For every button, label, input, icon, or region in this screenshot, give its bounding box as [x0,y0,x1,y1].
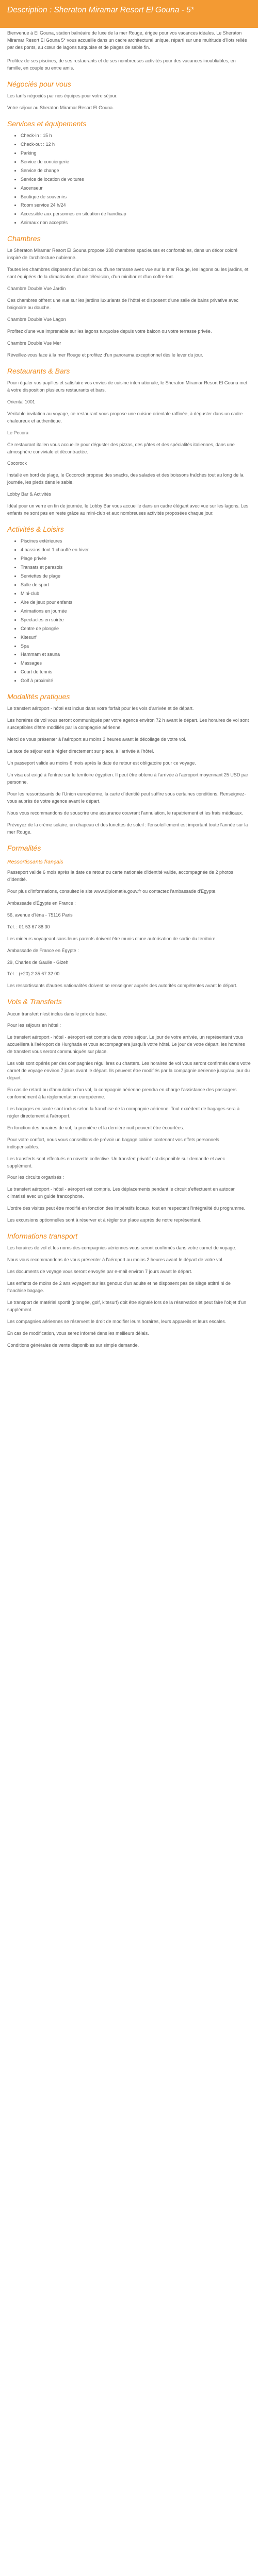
section-paragraph: Les compagnies aériennes se réservent le droit de modifier leurs horaires, leurs appareils et leurs escales. [7,1318,227,1324]
list-item: • Piscines extérieures [21,538,251,545]
section-title: Restaurants & Bars [7,366,70,375]
section-paragraph: Pour votre confort, nous vous conseillons de prévoir un bagage cabine contenant vos effets personnels indispensables. [7,1137,219,1149]
section-paragraph: Réveillez-vous face à la mer Rouge et profitez d'un panorama exceptionnel dès le lever du jour. [7,352,203,358]
section-paragraph: Les tarifs négociés par nos équipes pour votre séjour. [7,93,118,98]
section-paragraph: Ces chambres offrent une vue sur les jardins luxuriants de l'hôtel et disposent d'une salle de bains privative avec baignoire ou douche. [7,298,239,311]
page-title: Description : Sheraton Miramar Resort El Gouna - 5* [7,6,194,14]
section-paragraph: Les mineurs voyageant sans leurs parents doivent être munis d'une autorisation de sortie du territoire. [7,936,217,941]
list-item: • Centre de plongée [21,625,251,633]
list-item: • Plage privée [21,555,251,563]
section-title: Activités & Loisirs [7,525,64,534]
list-item: • Kitesurf [21,634,251,641]
section-paragraph: Pour régaler vos papilles et satisfaire vos envies de cuisine internationale, le Sheraton Miramar Resort El Gouna met à votre disposition plusieurs restaurants et bars. [7,380,248,393]
section-paragraph: Les enfants de moins de 2 ans voyagent sur les genoux d'un adulte et ne disposent pas de siège attitré ni de franchise bagage. [7,1281,231,1294]
section-paragraph: 29, Charles de Gaulle - Gizeh [7,959,69,965]
section-paragraph: Pour plus d'informations, consultez le site www.diplomatie.gouv.fr ou contactez l'ambassade d'Égypte. [7,888,217,894]
list-item: • Ascenseur [21,185,251,192]
section-paragraph: L'ordre des visites peut être modifié en fonction des impératifs locaux, tout en respectant l'intégralité du programme. [7,1206,246,1211]
section-title: Formalités [7,843,41,852]
section-paragraph: En fonction des horaires de vol, la première et la dernière nuit peuvent être écourtées. [7,1125,184,1130]
section-paragraph: Nous vous recommandons de vous présenter à l'aéroport au moins 2 heures avant le départ de votre vol. [7,1257,223,1263]
section-paragraph: 56, avenue d'Iéna - 75116 Paris [7,912,73,918]
section-paragraph: Nous vous recommandons de souscrire une assurance couvrant l'annulation, le rapatriement et les frais médicaux. [7,810,243,816]
section-paragraph: Idéal pour un verre en fin de journée, le Lobby Bar vous accueille dans un cadre élégant avec vue sur les lagons. Les enfants ne sont pas en reste grâce au mini-club et aux nombreuses activités proposées chaque jour. [7,503,249,516]
list-item: • Golf à proximité [21,677,251,685]
list-item: • Service de change [21,167,251,175]
section-paragraph: Les transferts sont effectués en navette collective. Un transfert privatif est disponible sur demande et avec supplément. [7,1156,225,1168]
list-item: • Hammam et sauna [21,651,251,658]
list-item: • Transats et parasols [21,564,251,571]
section-paragraph: Les bagages en soute sont inclus selon la franchise de la compagnie aérienne. Tout excédent de bagages sera à régler directement à l'aéroport. [7,1106,240,1118]
list-item: • Animations en journée [21,608,251,615]
section-paragraph: Lobby Bar & Activités [7,492,52,497]
list-item: • Boutique de souvenirs [21,194,251,201]
list-item: • Accessible aux personnes en situation de handicap [21,211,251,218]
section-paragraph: Toutes les chambres disposent d'un balcon ou d'une terrasse avec vue sur la mer Rouge, les lagons ou les jardins, et sont équipées de la climatisation, d'une télévision, d'un minibar et d'un coffre-fort. [7,267,249,280]
list-item: • Spa [21,643,251,650]
section-paragraph: Les vols sont opérés par des compagnies régulières ou charters. Les horaires de vol vous seront confirmés dans votre carnet de voyage environ 7 jours avant le départ. Ils peuvent être modifiés par la compagnie aérienne jusqu'au jour du départ. [7,1061,251,1081]
list-item: • Room service 24 h/24 [21,202,251,209]
section-paragraph: Ambassade de France en Égypte : [7,947,79,953]
section-paragraph: Les ressortissants d'autres nationalités doivent se renseigner auprès des autorités compétentes avant le départ. [7,983,237,989]
section-paragraph: Véritable invitation au voyage, ce restaurant vous propose une cuisine orientale raffinée, à déguster dans un cadre chaleureux et authentique. [7,411,243,423]
section-paragraph: Pour les ressortissants de l'Union européenne, la carte d'identité peut suffire sous certaines conditions. Renseignez-vous auprès de votre agence avant le départ. [7,791,246,804]
section-paragraph: Pour les séjours en hôtel : [7,1023,61,1028]
section-title: Informations transport [7,1232,78,1241]
intro-paragraph: Profitez de ses piscines, de ses restaurants et de ses nombreuses activités pour des vacances inoubliables, en famille, en couple ou entre amis. [7,58,236,71]
section-title: Chambres [7,234,41,243]
list-item: • Service de conciergerie [21,159,251,166]
section-paragraph: En cas de retard ou d'annulation d'un vol, la compagnie aérienne prendra en charge l'assistance des passagers conformément à la réglementation européenne. [7,1087,237,1099]
section-paragraph: Le transfert aéroport - hôtel - aéroport est compris dans votre séjour. Le jour de votre arrivée, un représentant vous accueillera à l'aéroport de Hurghada et vous accompagnera jusqu'à votre hôtel. Le jour de votre départ, les horaires de transfert vous seront communiqués sur place. [7,1035,245,1055]
section-paragraph: Le transfert aéroport - hôtel est inclus dans votre forfait pour les vols d'arrivée et de départ. [7,706,194,711]
section-paragraph: Chambre Double Vue Jardin [7,286,66,292]
section-paragraph: Chambre Double Vue Lagon [7,317,66,322]
section-paragraph: Cocorock [7,461,27,466]
services-list [7,132,251,227]
section-paragraph: En cas de modification, vous serez informé dans les meilleurs délais. [7,1330,149,1336]
activities-list [7,538,251,685]
section-paragraph: Les horaires de vol et les noms des compagnies aériennes vous seront confirmés dans votre carnet de voyage. [7,1245,236,1251]
list-item: • Animaux non acceptés [21,219,251,227]
section-paragraph: Votre séjour au Sheraton Miramar Resort El Gouna. [7,105,114,110]
section-subtitle: Ressortissants français [7,858,63,865]
main-content [0,28,258,1364]
list-item: • Parking [21,150,251,157]
list-item: • Service de location de voitures [21,176,251,183]
section-paragraph: Tél. : 01 53 67 88 30 [7,924,50,929]
section-paragraph: Ce restaurant italien vous accueille pour déguster des pizzas, des pâtes et des spécialités italiennes, dans une atmosphère conviviale et décontractée. [7,442,235,454]
section-title: Modalités pratiques [7,692,70,701]
section-title: Services et équipements [7,119,87,128]
section-paragraph: Un passeport valide au moins 6 mois après la date de retour est obligatoire pour ce voyage. [7,760,196,766]
list-item: • Massages [21,660,251,667]
list-item: • 4 bassins dont 1 chauffé en hiver [21,547,251,554]
section-paragraph: Profitez d'une vue imprenable sur les lagons turquoise depuis votre balcon ou votre terrasse privée. [7,328,212,334]
section-paragraph: Un visa est exigé à l'entrée sur le territoire égyptien. Il peut être obtenu à l'arrivée à l'aéroport moyennant 25 USD par personne. [7,772,248,785]
section-paragraph: La taxe de séjour est à régler directement sur place, à l'arrivée à l'hôtel. [7,749,154,754]
section-paragraph: Passeport valide 6 mois après la date de retour ou carte nationale d'identité valide, accompagnée de 2 photos d'identité. [7,870,233,882]
section-paragraph: Les documents de voyage vous seront envoyés par e-mail environ 7 jours avant le départ. [7,1269,192,1275]
section-paragraph: Les excursions optionnelles sont à réserver et à régler sur place auprès de notre représentant. [7,1217,202,1223]
section-paragraph: Oriental 1001 [7,399,36,404]
header-banner [0,0,258,28]
section-paragraph: Chambre Double Vue Mer [7,340,61,346]
section-paragraph: Le transfert aéroport - hôtel - aéroport est compris. Les déplacements pendant le circuit s'effectuent en autocar climatisé avec un guide francophone. [7,1187,235,1199]
section-paragraph: Installé en bord de plage, le Cocorock propose des snacks, des salades et des boissons fraîches tout au long de la journée, les pieds dans le sable. [7,472,244,485]
section-paragraph: Tél. : (+20) 2 35 67 32 00 [7,971,60,977]
section-paragraph: Ambassade d'Égypte en France : [7,900,76,906]
section-paragraph: Le Sheraton Miramar Resort El Gouna propose 338 chambres spacieuses et confortables, dans un décor coloré inspiré de l'architecture nubienne. [7,248,238,261]
section-paragraph: Pour les circuits organisés : [7,1175,64,1180]
list-item: • Spectacles en soirée [21,617,251,624]
section-paragraph: Les horaires de vol vous seront communiqués par votre agence environ 72 h avant le départ. Les horaires de vol sont susceptibles d'être modifiés par la compagnie aérienne. [7,718,249,731]
list-item: • Mini-club [21,590,251,598]
section-paragraph: Prévoyez de la crème solaire, un chapeau et des lunettes de soleil : l'ensoleillement est important toute l'année sur la mer Rouge. [7,822,248,835]
section-paragraph: Le transport de matériel sportif (plongée, golf, kitesurf) doit être signalé lors de la réservation et peut faire l'objet d'un supplément. [7,1300,247,1312]
section-title: Négociés pour vous [7,79,71,88]
list-item: • Check-in : 15 h [21,132,251,140]
section-title: Vols & Transferts [7,997,62,1006]
section-paragraph: Conditions générales de vente disponibles sur simple demande. [7,1342,139,1348]
section-paragraph: Merci de vous présenter à l'aéroport au moins 2 heures avant le décollage de votre vol. [7,737,186,742]
list-item: • Serviettes de plage [21,573,251,580]
list-item: • Court de tennis [21,669,251,676]
list-item: • Salle de sport [21,582,251,589]
section-paragraph: Le Pecora [7,430,29,435]
list-item: • Check-out : 12 h [21,141,251,148]
intro-paragraph: Bienvenue à El Gouna, station balnéaire de luxe de la mer Rouge, érigée pour vos vacances idéales. Le Sheraton Miramar Resort El Gouna 5* vous accueille dans un cadre architectural unique, réparti sur une multitude d'îlots reliés par des ponts, au cœur de lagons turquoise et de plages de sable fin. [7,30,247,50]
section-paragraph: Aucun transfert n'est inclus dans le prix de base. [7,1011,107,1016]
list-item: • Aire de jeux pour enfants [21,599,251,606]
